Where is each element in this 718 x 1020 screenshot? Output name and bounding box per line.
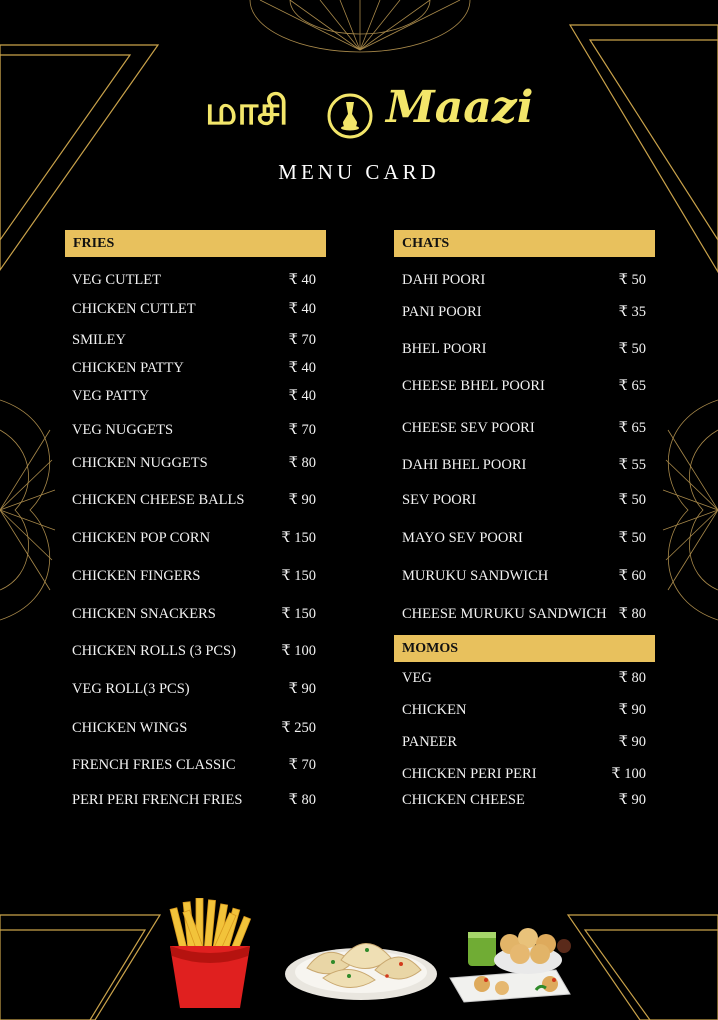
menu-item-price: ₹ 35 [618,304,646,320]
chats-section-heading: CHATS [394,230,655,257]
menu-item-name: FRENCH FRIES CLASSIC [72,757,236,773]
menu-item-name: DAHI POORI [402,272,486,288]
menu-item-price: ₹ 70 [288,332,316,348]
menu-item-price: ₹ 90 [618,734,646,750]
menu-item-name: VEG [402,670,432,686]
menu-item-name: CHICKEN CHEESE BALLS [72,492,245,508]
menu-item-name: VEG NUGGETS [72,422,174,438]
french-fries-image [158,898,262,1010]
menu-item-price: ₹ 70 [288,422,316,438]
menu-item-name: CHICKEN SNACKERS [72,606,216,622]
menu-item-name: VEG PATTY [72,388,150,404]
menu-item-name: CHICKEN NUGGETS [72,455,208,471]
menu-item-price: ₹ 80 [288,455,316,471]
menu-item-price: ₹ 40 [288,272,316,288]
menu-item-name: CHICKEN WINGS [72,720,188,736]
menu-item-name: CHICKEN CUTLET [72,301,196,317]
menu-item-price: ₹ 100 [281,643,316,659]
momos-plate-image [283,920,439,1002]
menu-item-price: ₹ 150 [281,530,316,546]
menu-item-price: ₹ 65 [618,420,646,436]
menu-item-name: BHEL POORI [402,341,487,357]
menu-item-price: ₹ 40 [288,301,316,317]
menu-item-price: ₹ 150 [281,606,316,622]
menu-item-name: SMILEY [72,332,126,348]
menu-item-price: ₹ 50 [618,272,646,288]
menu-item-name: CHICKEN [402,702,467,718]
menu-item-name: CHEESE BHEL POORI [402,378,545,394]
menu-item-price: ₹ 55 [618,457,646,473]
menu-item-price: ₹ 80 [618,606,646,622]
menu-item-name: MAYO SEV POORI [402,530,523,546]
menu-item-name: CHEESE SEV POORI [402,420,535,436]
menu-item-name: CHICKEN PATTY [72,360,184,376]
menu-title: MENU CARD [278,160,440,184]
brand-name: Maazi [386,82,534,133]
menu-item-price: ₹ 50 [618,341,646,357]
pani-poori-image [446,914,586,1004]
menu-item-price: ₹ 90 [618,792,646,808]
menu-item-price: ₹ 90 [288,681,316,697]
menu-item-price: ₹ 65 [618,378,646,394]
menu-item-price: ₹ 40 [288,388,316,404]
brand-tamil-name: மாசி [205,88,288,134]
menu-item-name: PANI POORI [402,304,482,320]
menu-item-name: CHEESE MURUKU SANDWICH [402,606,607,622]
menu-item-name: CHICKEN PERI PERI [402,766,537,782]
fries-section-heading: FRIES [65,230,326,257]
menu-item-price: ₹ 60 [618,568,646,584]
menu-item-price: ₹ 150 [281,568,316,584]
menu-item-price: ₹ 50 [618,530,646,546]
menu-item-price: ₹ 250 [281,720,316,736]
pestle-logo-icon [326,92,374,140]
menu-item-price: ₹ 70 [288,757,316,773]
menu-item-price: ₹ 40 [288,360,316,376]
menu-item-name: MURUKU SANDWICH [402,568,549,584]
menu-item-price: ₹ 50 [618,492,646,508]
menu-item-name: VEG CUTLET [72,272,161,288]
brand-header [0,82,718,150]
menu-item-name: CHICKEN CHEESE [402,792,525,808]
menu-item-price: ₹ 100 [611,766,646,782]
menu-item-name: CHICKEN ROLLS (3 PCS) [72,643,236,659]
menu-item-name: DAHI BHEL POORI [402,457,527,473]
menu-item-name: PERI PERI FRENCH FRIES [72,792,243,808]
menu-item-name: PANEER [402,734,458,750]
menu-item-price: ₹ 90 [618,702,646,718]
menu-item-name: CHICKEN POP CORN [72,530,211,546]
menu-item-name: CHICKEN FINGERS [72,568,201,584]
menu-item-price: ₹ 90 [288,492,316,508]
momos-section-heading: MOMOS [394,635,655,662]
menu-item-name: VEG ROLL(3 PCS) [72,681,190,697]
menu-item-name: SEV POORI [402,492,477,508]
menu-item-price: ₹ 80 [618,670,646,686]
menu-item-price: ₹ 80 [288,792,316,808]
